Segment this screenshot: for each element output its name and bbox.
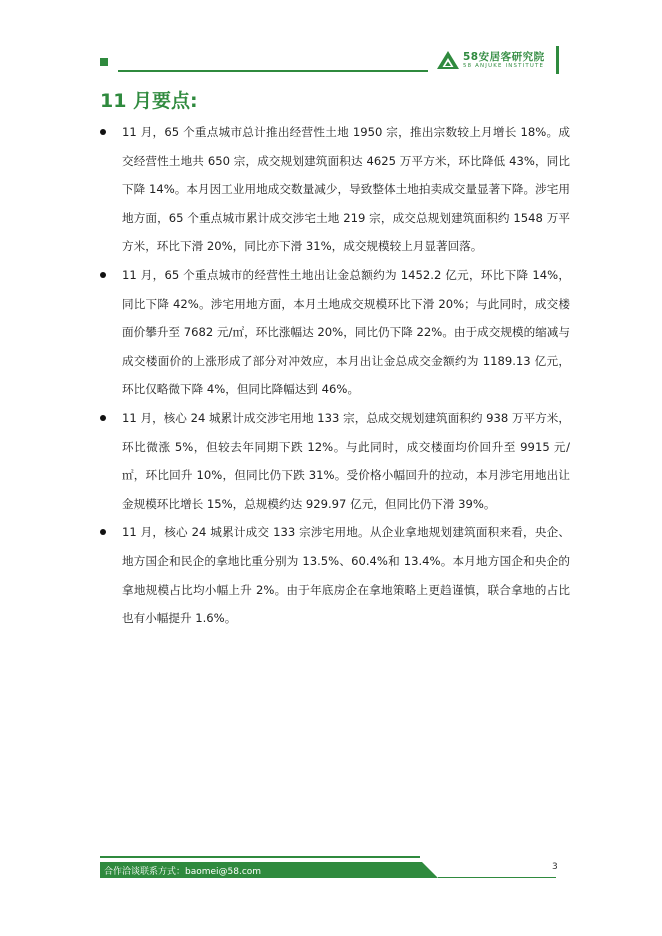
header-vertical-bar bbox=[556, 46, 559, 74]
page-number: 3 bbox=[552, 862, 558, 872]
bullet-dot-icon bbox=[100, 415, 106, 421]
bullet-item bbox=[100, 518, 570, 632]
bullet-text: 11 月，核心 24 城累计成交 133 宗涉宅用地。从企业拿地规划建筑面积来看，央企、地方国企和民企的拿地比重分别为 13.5%、60.4%和 13.4%。本月地方国企和央企的拿地规模占比均小幅上升 2%。由于年底房企在拿地策略上更趋谨慎，联合拿地的占比也有小幅提升 1.6%。 bbox=[122, 525, 570, 626]
bullet-dot-icon bbox=[100, 129, 106, 135]
footer-contact: 合作洽谈联系方式：baomei@58.com bbox=[104, 867, 262, 877]
logo-house-icon bbox=[436, 50, 460, 70]
logo-english-name: 58 ANJUKE INSTITUTE bbox=[463, 63, 545, 69]
bullet-text: 11 月，65 个重点城市总计推出经营性土地 1950 宗，推出宗数较上月增长 18%。成交经营性土地共 650 宗，成交规划建筑面积达 4625 万平方米，环比降低 43%，同比下降 14%。本月因工业用地成交数量减少，导致整体土地拍卖成交量显著下降。涉宅用地方面，65 个重点城市累计成交涉宅土地 219 宗，成交总规划建筑面积约 1548 万平方米，环比下滑 20%，同比亦下滑 31%，成交规模较上月显著回落。 bbox=[122, 125, 570, 254]
brand-logo bbox=[436, 48, 556, 74]
key-points bbox=[100, 118, 570, 633]
bullet-dot-icon bbox=[100, 272, 106, 278]
bullet-dot-icon bbox=[100, 529, 106, 535]
section-title: 11 月要点: bbox=[100, 90, 198, 112]
bullet-text: 11 月，核心 24 城累计成交涉宅用地 133 宗，总成交规划建筑面积约 938 万平方米，环比微涨 5%，但较去年同期下跌 12%。与此同时，成交楼面均价回升至 9915 元/㎡，环比回升 10%，但同比仍下跌 31%。受价格小幅回升的拉动，本月涉宅用地出让金规模环比增长 15%，总规模约达 929.97 亿元，但同比仍下滑 39%。 bbox=[122, 410, 570, 511]
bullet-list bbox=[100, 118, 570, 633]
footer-rule bbox=[100, 856, 420, 858]
bullet-text: 11 月，65 个重点城市的经营性土地出让金总额约为 1452.2 亿元，环比下降 14%，同比下降 42%。涉宅用地方面，本月土地成交规模环比下滑 20%；与此同时，成交楼面价攀升至 7682 元/㎡，环比涨幅达 20%，同比仍下降 22%。由于成交规模的缩减与成交楼面价的上涨形成了部分对冲效应，本月出让金总成交金额约为 1189.13 亿元，环比仅略微下降 4%，但同比降幅达到 46%。 bbox=[122, 267, 570, 397]
bullet-item bbox=[100, 118, 570, 261]
header-rule bbox=[118, 70, 428, 72]
logo-chinese-name: 58安居客研究院 bbox=[463, 51, 545, 63]
bullet-item bbox=[100, 404, 570, 518]
header-square bbox=[100, 58, 108, 66]
bullet-item bbox=[100, 261, 570, 404]
